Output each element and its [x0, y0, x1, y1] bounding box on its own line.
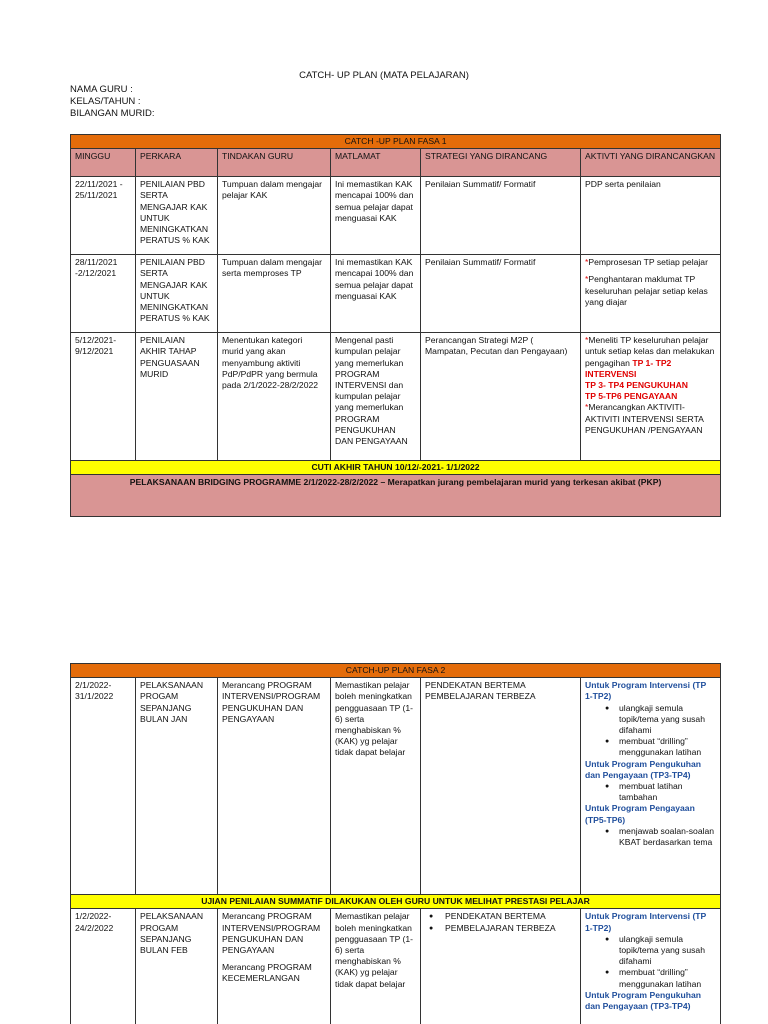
cell-matlamat: Memastikan pelajar boleh meningkatkan pengguasaan TP (1-6) serta menghabiskan % (KAK) yg pelajar tidak dapat belajar — [331, 678, 421, 895]
table-row — [71, 255, 721, 333]
cell-strategi: Penilaian Summatif/ Formatif — [421, 255, 581, 333]
intervensi-title: Untuk Program Intervensi (TP 1-TP2) — [585, 680, 707, 702]
header-strategi: STRATEGI YANG DIRANCANG — [421, 149, 581, 177]
cell-matlamat: Mengenal pasti kumpulan pelajar yang memerlukan PROGRAM INTERVENSI dan kumpulan pelajar yang memerlukan PROGRAM PENGUKUHAN DAN PENGAYAAN — [331, 333, 421, 461]
cell-matlamat: Memastikan pelajar boleh meningkatkan pengguasaan TP (1-6) serta menghabiskan % (KAK) yg pelajar tidak dapat belajar — [331, 909, 421, 1024]
list-item: ● PENDEKATAN BERTEMA — [425, 911, 576, 922]
fasa2-band-row — [71, 664, 721, 678]
list-item: ● membuat “drilling” menggunakan latihan — [585, 736, 716, 758]
cell-tindakan: Tumpuan dalam mengajar pelajar KAK — [218, 177, 331, 255]
cell-strategi: Penilaian Summatif/ Formatif — [421, 177, 581, 255]
list-item: ● membuat latihan tambahan — [585, 781, 716, 803]
fasa1-table — [70, 134, 721, 517]
aktiviti-item: *Pemprosesan TP setiap pelajar — [585, 257, 708, 268]
aktiviti-item: *Merancangkan AKTIVITI-AKTIVITI INTERVENSI SERTA PENGUKUHAN /PENGAYAAN — [585, 402, 704, 435]
cell-aktiviti — [581, 678, 721, 895]
cell-strategi — [421, 909, 581, 1024]
list-item: ● ulangkaji semula topik/tema yang susah difahami — [585, 934, 716, 968]
aktiviti-item: *Meneliti TP keseluruhan pelajar untuk setiap kelas dan melakukan pengagihan TP 1- TP2 INTERVENSI — [585, 335, 715, 379]
fasa2-table — [70, 663, 721, 1024]
intervensi-list — [585, 703, 716, 759]
nama-guru-label: NAMA GURU : — [70, 84, 133, 95]
table-row — [71, 909, 721, 1024]
cell-perkara: PELAKSANAAN PROGAM SEPANJANG BULAN FEB — [136, 909, 218, 1024]
pengukuhan-list — [585, 781, 716, 803]
cell-minggu: 22/11/2021 - 25/11/2021 — [71, 177, 136, 255]
cell-perkara: PELAKSANAAN PROGAM SEPANJANG BULAN JAN — [136, 678, 218, 895]
intervensi-list — [585, 934, 716, 990]
cell-minggu: 28/11/2021 -2/12/2021 — [71, 255, 136, 333]
fasa1-header-row — [71, 149, 721, 177]
table-row — [71, 177, 721, 255]
tp5-label: TP 5-TP6 PENGAYAAN — [585, 391, 678, 402]
cell-tindakan: Menentukan kategori murid yang akan menyambung aktiviti PdP/PdPR yang bermula pada 2/1/2022-28/2/2022 — [218, 333, 331, 461]
aktiviti-item: *Penghantaran maklumat TP keseluruhan pelajar setiap kelas yang diajar — [585, 274, 708, 307]
cell-aktiviti — [581, 255, 721, 333]
list-item: ● membuat “drilling” menggunakan latihan — [585, 967, 716, 989]
fasa1-band-row — [71, 135, 721, 149]
document-meta — [70, 84, 154, 120]
list-item: ● menjawab soalan-soalan KBAT berdasarkan tema — [585, 826, 716, 848]
bridging-label: PELAKSANAAN BRIDGING PROGRAMME 2/1/2022-28/2/2022 – Merapatkan jurang pembelajaran murid yang terkesan akibat (PKP) — [71, 475, 721, 517]
cell-perkara: PENILAIAN AKHIR TAHAP PENGUASAAN MURID — [136, 333, 218, 461]
table-row — [71, 678, 721, 895]
cell-matlamat: Ini memastikan KAK mencapai 100% dan semua pelajar dapat menguasai KAK — [331, 177, 421, 255]
tp3-label: TP 3- TP4 PENGUKUHAN — [585, 380, 688, 391]
ujian-label: UJIAN PENILAIAN SUMMATIF DILAKUKAN OLEH GURU UNTUK MELIHAT PRESTASI PELAJAR — [71, 895, 721, 909]
pengayaan-list — [585, 826, 716, 848]
cuti-row — [71, 461, 721, 475]
document-title: CATCH- UP PLAN (MATA PELAJARAN) — [299, 70, 469, 81]
cell-perkara: PENILAIAN PBD SERTA MENGAJAR KAK UNTUK MENINGKATKAN PERATUS % KAK — [136, 255, 218, 333]
cell-minggu: 5/12/2021- 9/12/2021 — [71, 333, 136, 461]
cell-strategi: Perancangan Strategi M2P ( Mampatan, Pecutan dan Pengayaan) — [421, 333, 581, 461]
bridging-row — [71, 475, 721, 517]
table-row — [71, 333, 721, 461]
tindakan-item: Merancang PROGRAM KECEMERLANGAN — [222, 962, 312, 984]
ujian-row — [71, 895, 721, 909]
intervensi-title: Untuk Program Intervensi (TP 1-TP2) — [585, 911, 707, 933]
cell-tindakan: Merancang PROGRAM INTERVENSI/PROGRAM PENGUKUHAN DAN PENGAYAAN — [218, 678, 331, 895]
cell-tindakan — [218, 909, 331, 1024]
pengukuhan-title: Untuk Program Pengukuhan dan Pengayaan (TP3-TP4) — [585, 989, 702, 1012]
cell-perkara: PENILAIAN PBD SERTA MENGAJAR KAK UNTUK MENINGKATKAN PERATUS % KAK — [136, 177, 218, 255]
list-item: ● ulangkaji semula topik/tema yang susah difahami — [585, 703, 716, 737]
cell-aktiviti — [581, 333, 721, 461]
list-item: ● PEMBELAJARAN TERBEZA — [425, 923, 576, 934]
bilangan-murid-label: BILANGAN MURID: — [70, 108, 155, 119]
cell-aktiviti: PDP serta penilaian — [581, 177, 721, 255]
pengayaan-title: Untuk Program Pengayaan (TP5-TP6) — [585, 803, 695, 825]
cell-matlamat: Ini memastikan KAK mencapai 100% dan semua pelajar dapat menguasai KAK — [331, 255, 421, 333]
header-minggu: MINGGU — [71, 149, 136, 177]
fasa2-band: CATCH-UP PLAN FASA 2 — [71, 664, 721, 678]
header-aktiviti: AKTIVTI YANG DIRANCANGKAN — [581, 149, 721, 177]
strategi-list — [425, 911, 576, 933]
cell-minggu: 1/2/2022- 24/2/2022 — [71, 909, 136, 1024]
cell-tindakan: Tumpuan dalam mengajar serta memproses TP — [218, 255, 331, 333]
header-perkara: PERKARA — [136, 149, 218, 177]
fasa1-band: CATCH -UP PLAN FASA 1 — [71, 135, 721, 149]
header-matlamat: MATLAMAT — [331, 149, 421, 177]
kelas-tahun-label: KELAS/TAHUN : — [70, 96, 141, 107]
tindakan-item: Merancang PROGRAM INTERVENSI/PROGRAM PENGUKUHAN DAN PENGAYAAN — [222, 911, 321, 956]
cell-strategi: PENDEKATAN BERTEMA PEMBELAJARAN TERBEZA — [421, 678, 581, 895]
cuti-label: CUTI AKHIR TAHUN 10/12/-2021- 1/1/2022 — [71, 461, 721, 475]
header-tindakan-guru: TINDAKAN GURU — [218, 149, 331, 177]
cell-aktiviti — [581, 909, 721, 1024]
cell-minggu: 2/1/2022- 31/1/2022 — [71, 678, 136, 895]
pengukuhan-title: Untuk Program Pengukuhan dan Pengayaan (TP3-TP4) — [585, 758, 702, 780]
